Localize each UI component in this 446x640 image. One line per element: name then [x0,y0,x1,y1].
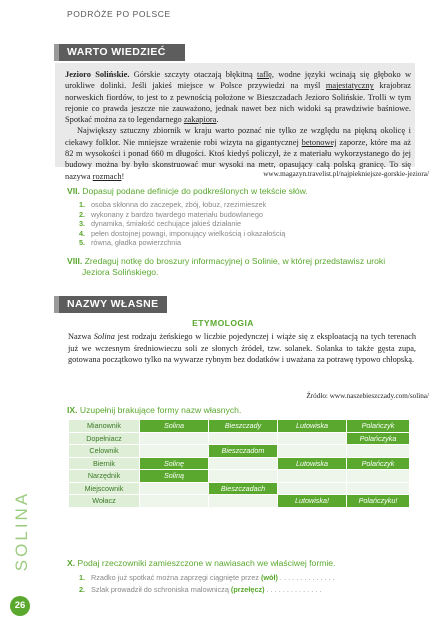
etymology-heading: ETYMOLOGIA [192,318,254,328]
list-item: 2. Szlak prowadził do schroniska malowniczą (przełęcz) . . . . . . . . . . . . . . [79,585,322,594]
case-label: Dopełniacz [69,432,140,445]
case-label: Wołacz [69,495,140,508]
blank-cell[interactable] [347,470,410,483]
table-cell: Soliną [140,470,209,483]
blank-cell[interactable] [347,445,410,458]
page-number: 26 [10,596,30,616]
blank-cell[interactable] [140,482,209,495]
table-row [69,420,410,433]
case-label: Narzędnik [69,470,140,483]
task-10-list [79,572,335,596]
blank-cell[interactable] [278,445,347,458]
declension-table [68,419,410,508]
section-title-warto-wiedziec: WARTO WIEDZIEĆ [54,44,185,61]
case-label: Miejscownik [69,482,140,495]
task-10-heading: X. Podaj rzeczowniki zamieszczone w nawiasach we właściwej formie. [67,558,336,568]
blank-cell[interactable] [140,432,209,445]
etymology-text: Nazwa Solina jest rodzaju żeńskiego w liczbie pojedynczej i wiąże się z eksploatacją na tych terenach już we wczesnym średniowieczu soli ze słonych źródeł, tzw. solanek. Solanka to także gęsta zupa, gotowana początkowo tylko na wywarze rybnym bez dodatków i uważana za potrawę typowo chłopską. [68,332,417,364]
case-label: Biernik [69,457,140,470]
blank-cell[interactable] [278,432,347,445]
list-item: 1. osoba skłonna do zaczepek, zbój, łobuz, rzezimieszek [79,200,267,209]
list-item: 3. dynamika, śmiałość cechujące jakieś działanie [79,219,242,229]
blank-cell[interactable] [140,445,209,458]
table-cell: Lutowiska [278,457,347,470]
blank-cell[interactable] [209,432,278,445]
list-item: 4. pełen dostojnej powagi, imponujący wielkością i okazałością [79,228,286,238]
list-item: 2. wykonany z bardzo twardego materiału budowlanego [79,209,263,219]
list-item: 5. równa, gładka powierzchnia [79,238,182,248]
case-label: Celownik [69,445,140,458]
table-row [69,457,410,470]
running-header: PODRÓŻE PO POLSCE [67,9,171,19]
blank-cell[interactable] [278,470,347,483]
table-row [69,432,410,445]
table-cell: Bieszczadach [209,482,278,495]
table-row [69,445,410,458]
blank-cell[interactable] [209,495,278,508]
task-7-heading: VII. Dopasuj podane definicje do podkreślonych w tekście słów. [67,186,308,196]
table-row [69,482,410,495]
task-9-heading: IX. Uzupełnij brakujące formy nazw własnych. [67,405,242,415]
case-label: Mianownik [69,420,140,433]
task-7-list [79,200,285,248]
section-title-nazwy-wlasne: NAZWY WŁASNE [54,296,167,313]
source-link-1: www.magazyn.travelist.pl/najpiekniejsze-gorskie-jeziora/ [263,170,429,178]
info-paragraph-2: Największy sztuczny zbiornik w kraju warto poznać nie tylko ze względu na piękną okolicę i ciekawy folklor. Nie mniejsze wrażenie robi wizyta na gigantycznej betonowej zaporze, które ma aż 82 m wysokości i ponad 660 m długości. Ktoś kiedyś policzył, że z materiału wykorzystanego do jej budowy można by było skonstruować mur wysoki na metr, opasujący całą polską granicę. To się nazywa rozmach! [65,126,411,181]
table-cell: Lutowiska [278,420,347,433]
table-cell: Solina [140,420,209,433]
blank-cell[interactable] [209,470,278,483]
table-cell: Bieszczadom [209,445,278,458]
blank-cell[interactable] [278,482,347,495]
source-link-2: Źródło: www.naszebieszczady.com/solina/ [306,392,429,400]
table-cell: Bieszczady [209,420,278,433]
list-item: 1. Rzadko już spotkać można zaprzęgi ciągnięte przez (wół) . . . . . . . . . . . . . . [79,573,335,582]
table-row [69,495,410,508]
task-8-heading: VIII. Zredaguj notkę do broszury informacyjnej o Solinie, w której przedstawisz uroki Jeziora Solińskiego. [67,256,386,277]
blank-cell[interactable] [209,457,278,470]
table-cell: Polańczyku! [347,495,410,508]
table-cell: Polańczyka [347,432,410,445]
table-cell: Polańczyk [347,420,410,433]
blank-cell[interactable] [140,495,209,508]
table-cell: Polańczyk [347,457,410,470]
table-row [69,470,410,483]
blank-cell[interactable] [347,482,410,495]
table-cell: Solinę [140,457,209,470]
side-label: SOLINA [12,490,31,572]
table-cell: Lutowiska! [278,495,347,508]
info-paragraph-1: Jezioro Solińskie. Górskie szczyty otaczają błękitną taflę, wodne języki wcinają się głęboko w urokliwe dolinki. Jeśli jakieś miejsce w Polsce przywiedzi na myśl majestatyczny krajobraz norweskich fiordów, to jest to z pewnością położone w Bieszczadach Jezioro Solińskie. Trolli w tym rejonie co prawda jeszcze nie zauważono, jednak nawet bez nich widoki są prawdziwie baśniowe. Spotkać można za to legendarnego zakapiora. [65,70,411,125]
